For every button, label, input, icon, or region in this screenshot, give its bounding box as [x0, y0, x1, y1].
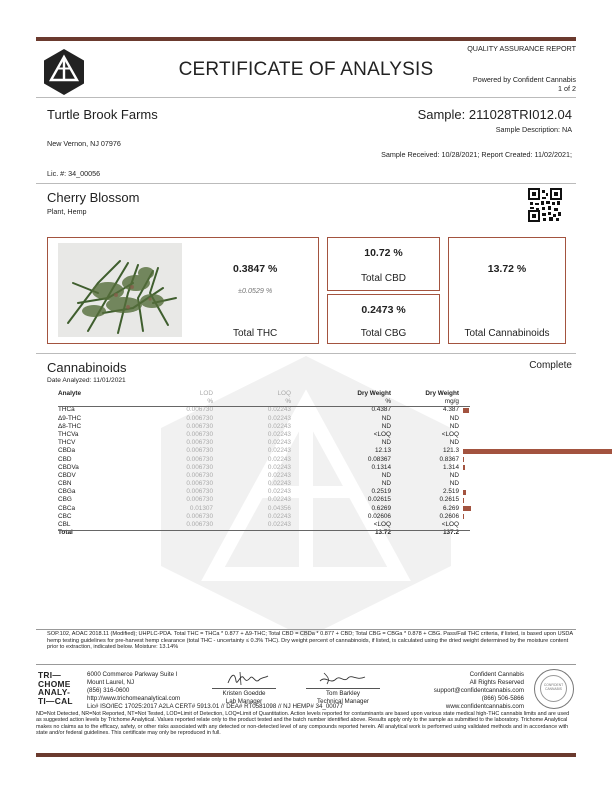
signature-2-line	[306, 688, 380, 689]
signer-2-name: Tom Barkley	[325, 690, 361, 697]
unit-dry-weight-pct: %	[385, 398, 391, 406]
total-dry-weight-mg: 137.2	[443, 529, 459, 537]
cc-rights: All Rights Reserved	[469, 679, 524, 686]
lod-value: 0.006730	[186, 406, 213, 414]
table-row	[58, 447, 470, 455]
bar-mark	[463, 465, 465, 470]
summary-thc-box	[47, 237, 319, 344]
lab-logo-line: ANALY-	[38, 687, 71, 698]
loq-value: 0.02243	[267, 488, 291, 496]
loq-value: 0.02243	[267, 439, 291, 447]
signer-2-title: Technical Manager	[317, 698, 369, 705]
header-dry-weight-mg: Dry Weight	[425, 390, 459, 397]
lod-value: 0.006730	[186, 488, 213, 496]
cc-website[interactable]: www.confidentcannabis.com	[445, 703, 524, 710]
lod-value: 0.006730	[186, 521, 213, 528]
lab-license: Lic# ISO/IEC 17025:2017 A2LA CERT# 5913.01 // DEA# RT0581098 // NJ HEMP# 34_00077	[87, 703, 344, 710]
lod-value: 0.006730	[186, 430, 213, 438]
page-title: CERTIFICATE OF ANALYSIS	[178, 59, 434, 80]
dry-weight-pct: ND	[381, 439, 391, 447]
analyte-name: THCa	[58, 406, 75, 414]
seal-text: CONFIDENT CANNABIS	[543, 683, 564, 691]
method-divider	[36, 629, 576, 630]
dry-weight-pct: <LOQ	[373, 521, 391, 528]
signer-1-title: Lab Manager	[225, 698, 263, 705]
lab-address-2: Mount Laurel, NJ	[87, 679, 135, 686]
bottom-rule	[36, 753, 576, 757]
confident-cannabis-contact	[412, 671, 524, 711]
dry-weight-mg: 0.2615	[439, 496, 459, 504]
bar-mark	[463, 408, 469, 413]
cc-phone: (866) 506-5866	[481, 695, 524, 702]
qa-report-label: QUALITY ASSURANCE REPORT	[467, 44, 576, 53]
thc-value: 0.3847 %	[233, 263, 278, 275]
table-row	[58, 423, 470, 431]
cannabinoids-divider	[36, 353, 576, 354]
loq-value: 0.02243	[267, 463, 291, 471]
cbd-value: 10.72 %	[364, 247, 403, 259]
table-row	[58, 439, 470, 447]
product-type: Plant, Hemp	[47, 207, 87, 216]
client-name: Turtle Brook Farms	[47, 107, 158, 122]
sample-id: Sample: 211028TRI012.04	[417, 107, 572, 122]
table-row	[58, 488, 470, 496]
dry-weight-mg: ND	[449, 422, 459, 430]
table-row	[58, 456, 470, 464]
dry-weight-mg: 0.2606	[439, 512, 459, 520]
analyte-name: CBL	[58, 521, 71, 528]
loq-value: 0.02243	[267, 406, 291, 414]
table-row	[58, 505, 470, 513]
table-row	[58, 431, 470, 439]
unit-lod: %	[207, 398, 213, 406]
lab-phone: (856) 316-0600	[87, 687, 130, 694]
analyte-name: THCVa	[58, 430, 79, 438]
loq-value: 0.02243	[267, 455, 291, 463]
top-rule	[36, 37, 576, 41]
table-row	[58, 496, 470, 504]
analyte-name: CBGa	[58, 488, 76, 496]
lod-value: 0.006730	[186, 414, 213, 422]
dry-weight-pct: ND	[381, 471, 391, 479]
table-row	[58, 464, 470, 472]
signature-1-icon	[226, 669, 270, 689]
confident-cannabis-seal	[534, 669, 574, 709]
dry-weight-mg: 2.519	[443, 488, 459, 496]
lod-value: 0.006730	[186, 422, 213, 430]
lod-value: 0.006730	[186, 512, 213, 520]
dry-weight-pct: ND	[381, 414, 391, 422]
analyte-name: CBN	[58, 480, 72, 488]
table-row	[58, 406, 470, 414]
cbd-label: Total CBD	[360, 273, 406, 284]
loq-value: 0.02243	[267, 447, 291, 455]
cannabinoids-status: Complete	[529, 360, 572, 371]
dry-weight-mg: ND	[449, 439, 459, 447]
lab-logo-line: TI—CAL	[38, 695, 73, 706]
table-row	[58, 480, 470, 488]
dry-weight-pct: ND	[381, 422, 391, 430]
cbg-value: 0.2473 %	[361, 304, 406, 316]
dry-weight-mg: 1.314	[443, 463, 459, 471]
lab-website[interactable]: http://www.trichomeanalytical.com	[87, 695, 181, 702]
loq-value: 0.02243	[267, 471, 291, 479]
table-total-overline	[58, 530, 470, 531]
loq-value: 0.02243	[267, 480, 291, 488]
table-total-row	[58, 529, 470, 537]
dry-weight-mg: 4.387	[443, 406, 459, 414]
dry-weight-mg: ND	[449, 414, 459, 422]
lab-logo-line: TRI—	[38, 670, 62, 680]
thc-label: Total THC	[233, 328, 278, 339]
lod-value: 0.01307	[189, 504, 213, 512]
signer-1-name: Kristen Goedde	[222, 690, 266, 697]
bar-mark	[463, 449, 612, 454]
loq-value: 0.02243	[267, 414, 291, 422]
cc-name: Confident Cannabis	[469, 671, 524, 678]
bar-mark	[463, 457, 464, 462]
header-divider	[36, 97, 576, 98]
lab-logo	[38, 671, 73, 705]
bar-mark	[463, 514, 464, 519]
loq-value: 0.02243	[267, 521, 291, 528]
header-loq: LOQ	[277, 390, 291, 397]
table-row	[58, 513, 470, 521]
dry-weight-pct: 0.1314	[371, 463, 391, 471]
lod-value: 0.006730	[186, 471, 213, 479]
loq-value: 0.04356	[267, 504, 291, 512]
method-note: SOP.102, AOAC 2018.11 (Modified); UHPLC-PDA. Total THC = THCa * 0.877 + Δ9-THC; Total CBD = CBDa * 0.877 + CBD; Total CBG = CBGa * 0.878 + CBG. Pass/Fail THC criteria, if listed, is based upon USDA hemp testing guidelines for pre-harvest hemp clearance (total THC - uncertainty ≤ 0.3% THC). Dry weight percent of cannabinoids, if listed, is calculated using the dried weight determined by the moisture content prior to extraction, indicated below. Moisture: 13.14%	[47, 631, 573, 651]
bar-mark	[463, 506, 471, 511]
product-name: Cherry Blossom	[47, 190, 140, 205]
unit-dry-weight-mg: mg/g	[444, 398, 459, 406]
lod-value: 0.006730	[186, 496, 213, 504]
lod-value: 0.006730	[186, 480, 213, 488]
dry-weight-mg: ND	[449, 471, 459, 479]
bar-mark	[463, 490, 466, 495]
total-name: Total	[58, 529, 73, 537]
header-lod: LOD	[199, 390, 213, 397]
client-address: New Vernon, NJ 07976	[47, 139, 121, 148]
signature-2-icon	[318, 669, 368, 689]
loq-value: 0.02243	[267, 496, 291, 504]
unit-loq: %	[285, 398, 291, 406]
thc-uncertainty: ±0.0529 %	[238, 286, 273, 295]
table-row	[58, 521, 470, 529]
client-license: Lic. #: 34_00056	[47, 169, 101, 178]
lab-logo-line: CHOME	[38, 678, 71, 689]
sample-dates: Sample Received: 10/28/2021; Report Created: 11/02/2021;	[381, 150, 572, 159]
lod-value: 0.006730	[186, 447, 213, 455]
dry-weight-pct: 0.08367	[367, 455, 391, 463]
dry-weight-pct: 0.6269	[371, 504, 391, 512]
cbg-label: Total CBG	[360, 328, 407, 339]
table-row	[58, 415, 470, 423]
analyte-name: CBG	[58, 496, 72, 504]
total-dry-weight-pct: 13.72	[375, 529, 391, 537]
cc-email[interactable]: support@confidentcannabis.com	[433, 687, 524, 694]
header-dry-weight-pct: Dry Weight	[357, 390, 391, 397]
analyte-name: CBCa	[58, 504, 76, 512]
dry-weight-mg: <LOQ	[441, 430, 459, 438]
disclaimer: ND=Not Detected, NR=Not Reported, NT=Not Tested, LOD=Limit of Detection, LOQ=Limit of Quantitation. Action levels reported for contaminants are based upon various state medical high-THC cannabis limits and are used as suggested action levels by Trichome Analytical. Values reported relate only to the product tested and the batch number identified above. Results apply only to the sample as submitted to the laboratory. Trichome Analytical makes no claims as to the efficacy, safety, or other risks associated with any detected or non-detected level of any compounds reported herein. All analytical work is performed using validated methods and in accordance with state and/or federal guidelines. This certificate may only be reproduced in full.	[36, 711, 570, 736]
analyte-name: CBDa	[58, 447, 76, 455]
qr-code-icon	[528, 188, 562, 222]
loq-value: 0.02243	[267, 430, 291, 438]
analyte-name: CBDV	[58, 471, 76, 479]
date-analyzed: Date Analyzed: 11/01/2021	[47, 377, 126, 384]
dry-weight-mg: <LOQ	[441, 521, 459, 528]
signature-1-line	[212, 688, 276, 689]
lod-value: 0.006730	[186, 439, 213, 447]
dry-weight-pct: 12.13	[375, 447, 391, 455]
analyte-name: THCV	[58, 439, 76, 447]
sample-description: Sample Description: NA	[495, 125, 572, 134]
client-divider	[36, 183, 576, 184]
dry-weight-mg: 0.8367	[439, 455, 459, 463]
analyte-name: Δ8-THC	[58, 422, 82, 430]
analyte-name: CBC	[58, 512, 72, 520]
dry-weight-pct: <LOQ	[373, 430, 391, 438]
total-value: 13.72 %	[487, 263, 527, 275]
dry-weight-pct: 0.2519	[371, 488, 391, 496]
table-header-underline	[58, 406, 470, 407]
loq-value: 0.02243	[267, 512, 291, 520]
powered-by: Powered by Confident Cannabis	[472, 75, 576, 84]
page-number: 1 of 2	[558, 84, 576, 93]
lab-address-1: 6000 Commerce Parkway Suite I	[87, 671, 178, 678]
sample-photo	[58, 243, 182, 337]
dry-weight-pct: 0.4387	[371, 406, 391, 414]
cannabinoids-title: Cannabinoids	[47, 360, 127, 375]
header-analyte: Analyte	[58, 390, 82, 397]
dry-weight-pct: 0.02606	[367, 512, 391, 520]
loq-value: 0.02243	[267, 422, 291, 430]
analyte-name: CBD	[58, 455, 72, 463]
dry-weight-mg: 121.3	[443, 447, 459, 455]
dry-weight-mg: ND	[449, 480, 459, 488]
lod-value: 0.006730	[186, 455, 213, 463]
table-row	[58, 472, 470, 480]
dry-weight-mg: 6.269	[443, 504, 459, 512]
bar-mark	[463, 498, 464, 503]
analyte-name: CBDVa	[58, 463, 79, 471]
dry-weight-pct: 0.02615	[367, 496, 391, 504]
table-header-row	[58, 390, 470, 398]
total-label: Total Cannabinoids	[464, 328, 550, 339]
lod-value: 0.006730	[186, 463, 213, 471]
analyte-name: Δ9-THC	[58, 414, 82, 422]
dry-weight-pct: ND	[381, 480, 391, 488]
footer-divider	[36, 664, 576, 665]
cannabinoids-table	[58, 390, 470, 537]
